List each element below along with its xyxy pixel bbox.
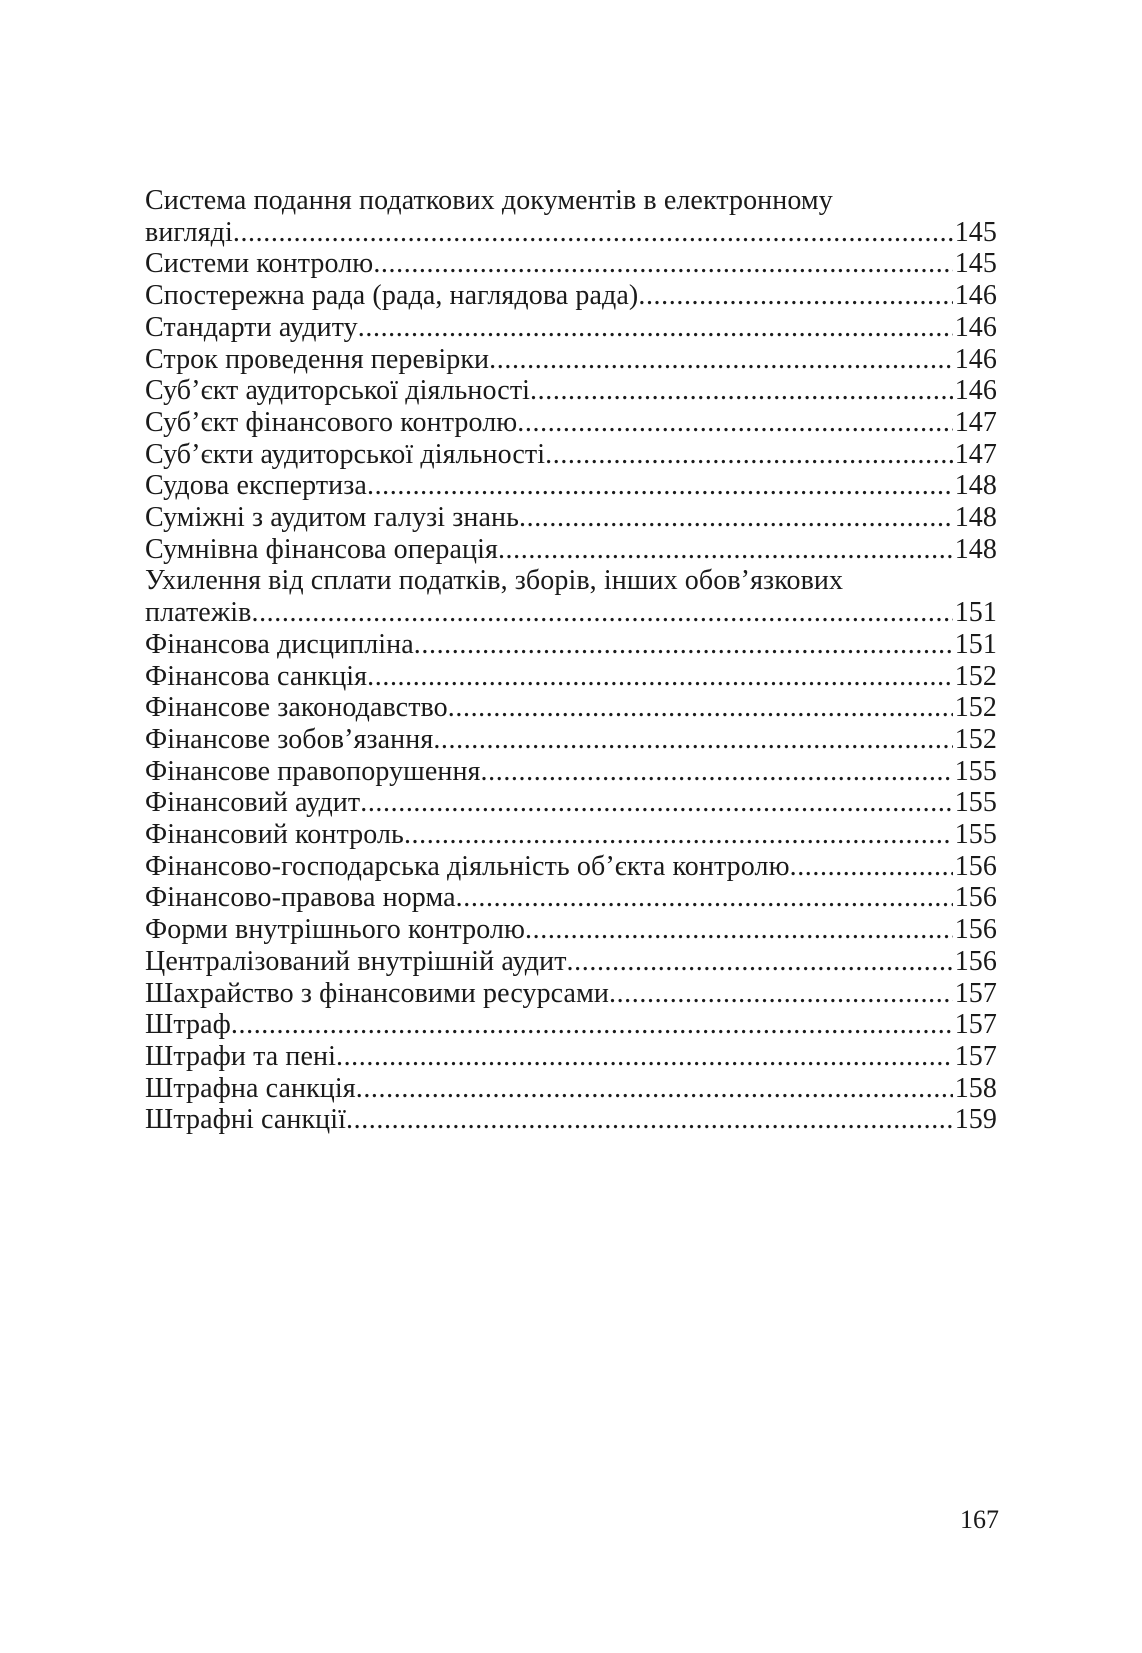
index-entry-term: Шахрайство з фінансовими ресурсами — [145, 977, 609, 1009]
index-entry-row — [145, 534, 997, 566]
index-entry-row — [145, 1009, 997, 1041]
index-entry-row — [145, 851, 997, 883]
index-entry — [145, 312, 997, 344]
index-entry-term: Суміжні з аудитом галузі знань — [145, 502, 519, 534]
index-entry-term: Фінансова санкція — [145, 660, 368, 692]
index-entry — [145, 534, 997, 566]
index-entry — [145, 756, 997, 788]
index-entry-page: 148 — [954, 502, 997, 534]
index-entry-page: 155 — [954, 755, 997, 787]
index-entry-term: Фінансова дисципліна — [145, 628, 414, 660]
dot-leader — [489, 344, 953, 376]
index-entry-term: Фінансове правопорушення — [145, 755, 481, 787]
index-entry — [145, 185, 997, 248]
index-entry-row — [145, 248, 997, 280]
index-entry-term: вигляді — [145, 216, 233, 248]
index-entry-row — [145, 439, 997, 471]
index-entry-row — [145, 692, 997, 724]
dot-leader — [638, 280, 952, 312]
index-entry-term: Форми внутрішнього контролю — [145, 914, 526, 946]
index-entry — [145, 946, 997, 978]
index-entry — [145, 280, 997, 312]
index-entry-page: 151 — [954, 628, 997, 660]
dot-leader — [358, 312, 953, 344]
dot-leader — [336, 1041, 953, 1073]
index-entry-term: Суб’єкт аудиторської діяльності — [145, 375, 531, 407]
dot-leader — [360, 787, 952, 819]
index-entry-row — [145, 819, 997, 851]
index-entry-term: Штрафна санкція — [145, 1072, 356, 1104]
dot-leader — [367, 661, 953, 693]
index-entry — [145, 1104, 997, 1136]
index-entry-term: платежів — [145, 597, 252, 629]
index-entry — [145, 502, 997, 534]
dot-leader — [530, 375, 953, 407]
index-entry-term: Штрафні санкції — [145, 1104, 346, 1136]
index-entry-term: Фінансово-правова норма — [145, 882, 456, 914]
dot-leader — [404, 819, 953, 851]
index-entry-row — [145, 280, 997, 312]
index-entry-term: Строк проведення перевірки — [145, 343, 490, 375]
index-entry — [145, 1073, 997, 1105]
index-entry-page: 156 — [954, 850, 997, 882]
index-entry-page: 146 — [954, 343, 997, 375]
dot-leader — [233, 217, 953, 249]
index-entry — [145, 851, 997, 883]
index-entry-page: 148 — [954, 470, 997, 502]
index-entry-row — [145, 787, 997, 819]
index-entry-first-line: Ухилення від сплати податків, зборів, інших обов’язкових — [145, 565, 844, 597]
index-entry-page: 157 — [954, 977, 997, 1009]
index-entry-term: Штраф — [145, 1009, 231, 1041]
index-entry-page: 156 — [954, 914, 997, 946]
index-entry-page: 156 — [954, 945, 997, 977]
index-entry-row — [145, 312, 997, 344]
index-entry-term: Централізований внутрішній аудит — [145, 945, 567, 977]
index-entry — [145, 787, 997, 819]
dot-leader — [609, 978, 953, 1010]
index-entry — [145, 978, 997, 1010]
subject-index — [145, 185, 997, 1136]
index-entry-row — [145, 597, 997, 629]
index-entry-term: Системи контролю — [145, 248, 374, 280]
dot-leader — [356, 1073, 953, 1105]
index-entry — [145, 407, 997, 439]
index-entry-term: Стандарти аудиту — [145, 311, 358, 343]
index-entry-page: 159 — [954, 1104, 997, 1136]
page-number: 167 — [960, 1505, 999, 1534]
index-entry — [145, 692, 997, 724]
dot-leader — [481, 756, 953, 788]
dot-leader — [414, 629, 953, 661]
index-entry-row — [145, 344, 997, 376]
index-entry-term: Штрафи та пені — [145, 1040, 336, 1072]
index-entry-page: 145 — [954, 248, 997, 280]
index-entry-row — [145, 661, 997, 693]
index-entry — [145, 661, 997, 693]
index-entry — [145, 914, 997, 946]
index-entry-row — [145, 882, 997, 914]
dot-leader — [433, 724, 952, 756]
index-entry-page: 147 — [954, 406, 997, 438]
index-entry-row — [145, 724, 997, 756]
dot-leader — [346, 1104, 953, 1136]
index-entry-row — [145, 502, 997, 534]
index-entry-page: 147 — [954, 438, 997, 470]
index-entry-page: 152 — [954, 723, 997, 755]
index-entry-row — [145, 407, 997, 439]
index-entry-row — [145, 946, 997, 978]
dot-leader — [790, 851, 953, 883]
index-entry-row — [145, 756, 997, 788]
dot-leader — [567, 946, 953, 978]
index-entry-page: 145 — [954, 216, 997, 248]
index-entry-term: Сумнівна фінансова операція — [145, 533, 498, 565]
index-entry-row — [145, 1041, 997, 1073]
dot-leader — [373, 248, 952, 280]
index-entry — [145, 882, 997, 914]
index-entry-row — [145, 1073, 997, 1105]
index-entry — [145, 344, 997, 376]
index-entry-page: 152 — [954, 660, 997, 692]
index-entry-row — [145, 375, 997, 407]
index-entry-term: Фінансове законодавство — [145, 692, 448, 724]
dot-leader — [448, 692, 953, 724]
index-entry-page: 158 — [954, 1072, 997, 1104]
index-entry — [145, 629, 997, 661]
index-entry — [145, 724, 997, 756]
index-entry — [145, 375, 997, 407]
index-entry-term: Фінансовий аудит — [145, 787, 361, 819]
index-entry-page: 151 — [954, 597, 997, 629]
index-entry-term: Фінансовий контроль — [145, 819, 404, 851]
index-entry-first-line: Система подання податкових документів в електронному — [145, 185, 833, 216]
index-entry — [145, 819, 997, 851]
index-entry-page: 146 — [954, 311, 997, 343]
index-entry-row — [145, 1104, 997, 1136]
dot-leader — [367, 470, 953, 502]
index-entry — [145, 439, 997, 471]
index-entry-row — [145, 978, 997, 1010]
index-entry-term: Спостережна рада (рада, наглядова рада) — [145, 280, 639, 312]
index-entry-row — [145, 217, 997, 249]
index-entry-page: 157 — [954, 1009, 997, 1041]
index-entry-page: 155 — [954, 787, 997, 819]
dot-leader — [519, 502, 953, 534]
dot-leader — [498, 534, 953, 566]
dot-leader — [525, 914, 953, 946]
dot-leader — [517, 407, 952, 439]
dot-leader — [231, 1009, 953, 1041]
index-entry-page: 146 — [954, 375, 997, 407]
index-entry — [145, 1009, 997, 1041]
index-entry-page: 156 — [954, 882, 997, 914]
index-entry-page: 146 — [954, 280, 997, 312]
index-entry-term: Суб’єкт фінансового контролю — [145, 406, 518, 438]
index-entry-term: Суб’єкти аудиторської діяльності — [145, 438, 546, 470]
index-entry-row — [145, 629, 997, 661]
index-entry-page: 157 — [954, 1040, 997, 1072]
index-entry-page: 155 — [954, 819, 997, 851]
index-entry — [145, 470, 997, 502]
dot-leader — [456, 882, 953, 914]
index-entry-row — [145, 470, 997, 502]
index-entry-page: 152 — [954, 692, 997, 724]
index-entry-term: Судова експертиза — [145, 470, 367, 502]
index-entry — [145, 565, 997, 628]
index-entry — [145, 248, 997, 280]
index-entry-row — [145, 914, 997, 946]
index-entry-page: 148 — [954, 533, 997, 565]
index-entry — [145, 1041, 997, 1073]
dot-leader — [545, 439, 953, 471]
dot-leader — [251, 597, 952, 629]
index-entry-term: Фінансове зобов’язання — [145, 723, 434, 755]
index-entry-term: Фінансово-господарська діяльність об’єкта контролю — [145, 850, 790, 882]
